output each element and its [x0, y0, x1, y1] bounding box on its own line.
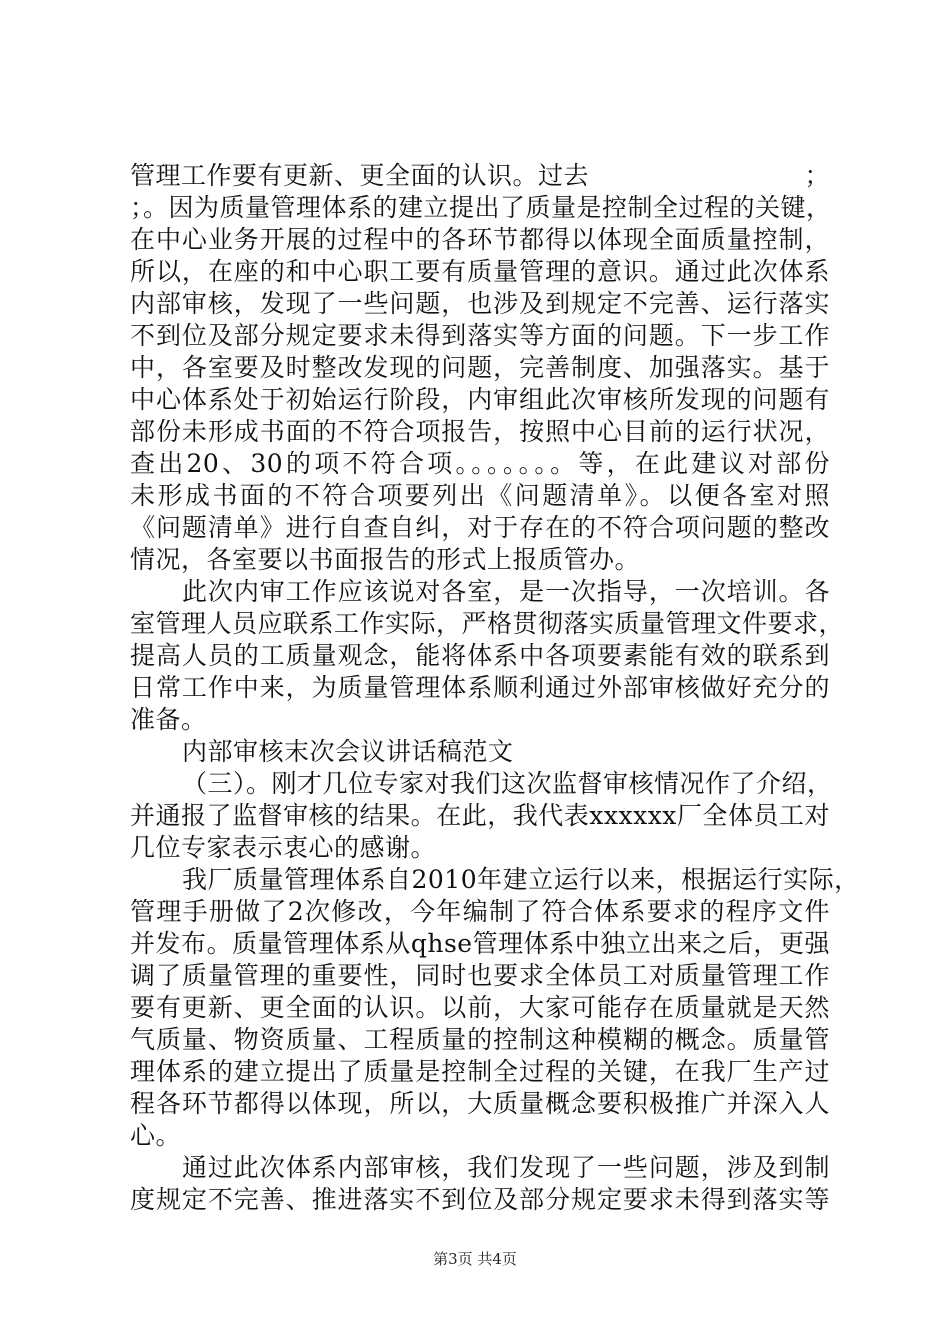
line-text-right: ；: [804, 161, 830, 190]
paragraph-line: 准备。: [130, 705, 207, 734]
paragraph-line: 中心体系处于初始运行阶段，内审组此次审核所发现的问题有: [130, 385, 830, 414]
paragraph-line: 查出20、30的项不符合项。。。。。。。等，在此建议对部份: [130, 449, 830, 478]
paragraph-line: 并通报了监督审核的结果。在此，我代表xxxxxx厂全体员工对: [130, 801, 830, 830]
paragraph-line: 管理手册做了2次修改，今年编制了符合体系要求的程序文件: [130, 897, 830, 926]
paragraph-line: 中，各室要及时整改发现的问题，完善制度、加强落实。基于: [130, 353, 830, 382]
page-number-footer: 第3页 共4页: [433, 1250, 517, 1268]
paragraph-line: [130, 160, 830, 192]
paragraph-line: 要有更新、更全面的认识。以前，大家可能存在质量就是天然: [130, 993, 830, 1022]
paragraph-line: 我厂质量管理体系自2010年建立运行以来，根据运行实际，: [182, 865, 860, 894]
paragraph-line: 内部审核，发现了一些问题，也涉及到规定不完善、运行落实: [130, 289, 830, 318]
paragraph-line: 日常工作中来，为质量管理体系顺利通过外部审核做好充分的: [130, 673, 830, 702]
paragraph-line: 理体系的建立提出了质量是控制全过程的关键，在我厂生产过: [130, 1057, 830, 1086]
paragraph-line: 并发布。质量管理体系从qhse管理体系中独立出来之后，更强: [130, 929, 830, 958]
paragraph-line: 在中心业务开展的过程中的各环节都得以体现全面质量控制，: [130, 225, 830, 254]
paragraph-line: 不到位及部分规定要求未得到落实等方面的问题。下一步工作: [130, 321, 830, 350]
paragraph-line: 此次内审工作应该说对各室，是一次指导，一次培训。各: [182, 577, 830, 606]
paragraph-line: 所以，在座的和中心职工要有质量管理的意识。通过此次体系: [130, 257, 830, 286]
paragraph-line: 提高人员的工质量观念，能将体系中各项要素能有效的联系到: [130, 641, 830, 670]
paragraph-line: 气质量、物资质量、工程质量的控制这种模糊的概念。质量管: [130, 1025, 830, 1054]
paragraph-line: 几位专家表示衷心的感谢。: [130, 833, 437, 862]
paragraph-line: 通过此次体系内部审核，我们发现了一些问题，涉及到制: [182, 1153, 830, 1182]
paragraph-line: 《问题清单》进行自查自纠，对于存在的不符合项问题的整改: [130, 513, 830, 542]
paragraph-line: 度规定不完善、推进落实不到位及部分规定要求未得到落实等: [130, 1185, 830, 1214]
paragraph-line: 心。: [130, 1121, 182, 1150]
paragraph-line: ；。因为质量管理体系的建立提出了质量是控制全过程的关键，: [130, 193, 832, 222]
document-body: [130, 160, 860, 1216]
line-text-left: 管理工作要有更新、更全面的认识。过去: [130, 161, 590, 190]
paragraph-line: 未形成书面的不符合项要列出《问题清单》。以便各室对照: [130, 481, 830, 510]
section-heading: 内部审核末次会议讲话稿范文: [182, 737, 514, 766]
paragraph-line: （三）。刚才几位专家对我们这次监督审核情况作了介绍，: [182, 769, 833, 798]
paragraph-line: 调了质量管理的重要性，同时也要求全体员工对质量管理工作: [130, 961, 830, 990]
paragraph-line: 情况，各室要以书面报告的形式上报质管办。: [130, 545, 641, 574]
paragraph-line: 程各环节都得以体现，所以，大质量概念要积极推广并深入人: [130, 1089, 830, 1118]
paragraph-line: 室管理人员应联系工作实际，严格贯彻落实质量管理文件要求，: [130, 609, 845, 638]
paragraph-line: 部份未形成书面的不符合项报告，按照中心目前的运行状况，: [130, 417, 830, 446]
